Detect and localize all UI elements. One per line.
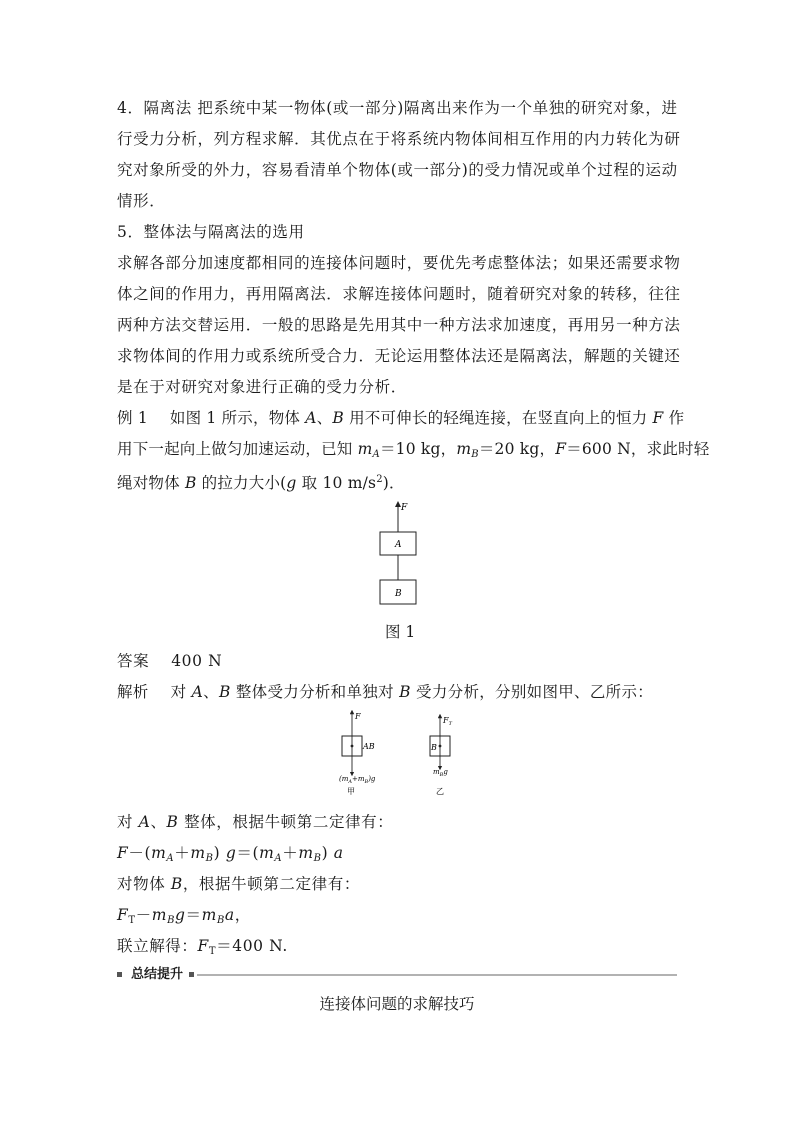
svg-text:F: F: [355, 712, 361, 721]
eq2-intro: 对物体 B，根据牛顿第二定律有：: [117, 875, 360, 893]
summary-label: 总结提升: [131, 967, 184, 982]
svg-text:FT: $F_T$: [443, 716, 452, 727]
caption-yi: 乙: [436, 787, 444, 796]
svg-text:B: B: [431, 743, 437, 752]
caption-jia: 甲: [347, 787, 355, 796]
answer-line: [117, 651, 677, 671]
section5-line4: 求物体间的作用力或系统所受合力．无论运用整体法还是隔离法，解题的关键还: [117, 347, 681, 365]
section5-line2: 体之间的作用力，再用隔离法．求解连接体问题时，随着研究对象的转移，往往: [117, 285, 681, 303]
figure1-diagram: [370, 498, 430, 610]
square-marker-right: [189, 972, 194, 977]
para4-line1: 4．隔离法 把系统中某一物体(或一部分)隔离出来作为一个单独的研究对象，进: [117, 99, 678, 117]
square-marker-left: [117, 972, 122, 977]
diagram-jia: [339, 712, 376, 796]
eq1-intro: 对 A、B 整体，根据牛顿第二定律有：: [117, 813, 394, 831]
svg-text:AB: AB: [363, 742, 375, 751]
example1-line3: 绳对物体 B 的拉力大小(g 取 10 $m/s^2$)．: [117, 474, 405, 492]
example1-line2: 用下一起向上做匀加速运动，已知 $m_A=10$ kg，$m_B=20$ kg，F＝600 N，求此时轻: [117, 440, 710, 460]
para4-line2: 行受力分析，列方程求解．其优点在于将系统内物体间相互作用的内力转化为研: [117, 130, 681, 148]
para4-line3: 究对象所受的外力，容易看清单个物体(或一部分)的受力情况或单个过程的运动: [117, 161, 678, 179]
diagram-yi: [430, 716, 453, 796]
analysis-label: 解析: [117, 683, 149, 701]
block-a-label: A: [395, 540, 402, 550]
summary-divider: [117, 966, 677, 984]
figure2-diagram: [330, 706, 470, 798]
analysis-line: 解析 对 A、B 整体受力分析和单独对 B 受力分析，分别如图甲、乙所示：: [117, 683, 654, 701]
section5-line1: 求解各部分加速度都相同的连接体问题时，要优先考虑整体法；如果还需要求物: [117, 254, 681, 272]
eq2: $F_T-m_Bg=m_Ba$，: [117, 906, 251, 926]
example1-line1: 例 1 如图 1 所示，物体 A、B 用不可伸长的轻绳连接，在竖直向上的恒力 F 作: [117, 409, 685, 427]
svg-text:mBg: $m_Bg$: [433, 768, 448, 778]
answer-value: 400 N: [171, 652, 223, 670]
figure1-caption: 图 1: [385, 623, 416, 641]
section5-line3: 两种方法交替运用．一般的思路是先用其中一种方法求加速度，再用另一种方法: [117, 316, 681, 334]
eq3: 联立解得：$F_T=400$ N.: [117, 937, 288, 957]
summary-title: 连接体问题的求解技巧: [319, 995, 475, 1013]
para4-line4: 情形．: [117, 192, 166, 210]
force-label: F: [401, 503, 408, 513]
section5-line5: 是在于对研究对象进行正确的受力分析．: [117, 378, 407, 396]
example-label: 例 1: [117, 409, 148, 427]
block-b-label: B: [395, 589, 402, 599]
weight-label: $(m_A+m_B)g$: [339, 775, 376, 785]
eq1: $F-(m_A+m_B)$ $g=(m_A+m_B)$ a: [117, 844, 344, 864]
answer-label: 答案: [117, 652, 150, 670]
section5-heading: 5．整体法与隔离法的选用: [117, 223, 305, 241]
summary-bar-graphics: [117, 966, 677, 984]
